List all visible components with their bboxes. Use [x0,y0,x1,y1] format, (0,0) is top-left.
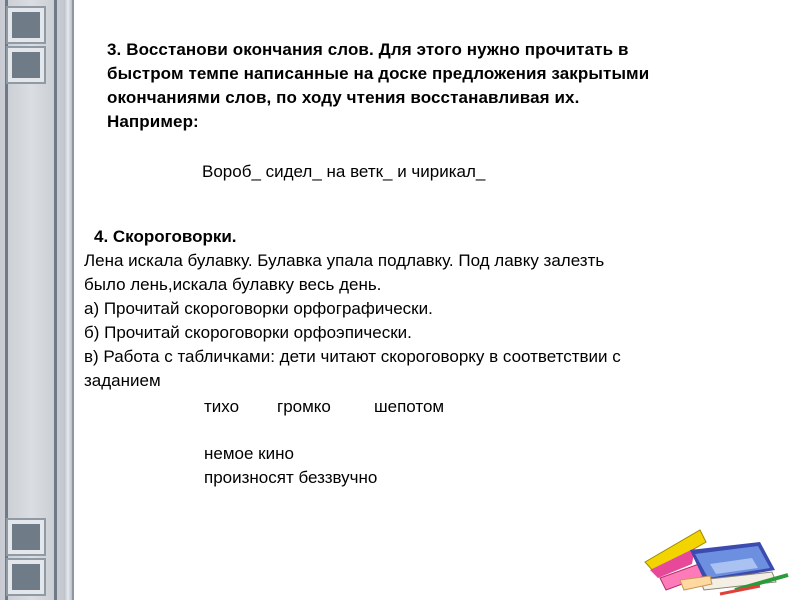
task4-line: а) Прочитай скороговорки орфографически. [84,299,433,318]
panel-square [8,8,44,42]
silent-movie-label: немое кино [204,444,294,463]
panel-rail-left [5,0,8,600]
task4-line: Лена искала булавку. Булавка упала подлавку. Под лавку залезть [84,251,605,270]
task4-line: в) Работа с табличками: дети читают скороговорку в соответствии с [84,347,621,366]
panel-square [8,560,44,594]
panel-rail-right [54,0,57,600]
silent-movie-desc: произносят беззвучно [204,468,378,487]
mode-loud: громко [277,397,331,416]
mode-quiet: тихо [204,397,240,416]
panel-square [8,520,44,554]
left-decorative-panel [0,0,64,600]
mode-whisper: шепотом [374,397,445,416]
task3-line: 3. Восстанови окончания слов. Для этого нужно прочитать в [107,40,629,59]
panel-divider-line [72,0,74,600]
task3-line: Например: [107,112,199,131]
task4-heading: 4. Скороговорки. [94,227,237,246]
task4-line: заданием [84,371,161,390]
task4-line: б) Прочитай скороговорки орфоэпически. [84,323,412,342]
school-supplies-icon [640,520,790,600]
panel-divider [64,0,72,600]
task4-line: было лень,искала булавку весь день. [84,275,382,294]
panel-square [8,48,44,82]
task3-line: быстром темпе написанные на доске предложения закрытыми [107,64,650,83]
task3-example: Вороб_ сидел_ на ветк_ и чирикал_ [202,162,486,181]
task3-line: окончаниями слов, по ходу чтения восстанавливая их. [107,88,580,107]
